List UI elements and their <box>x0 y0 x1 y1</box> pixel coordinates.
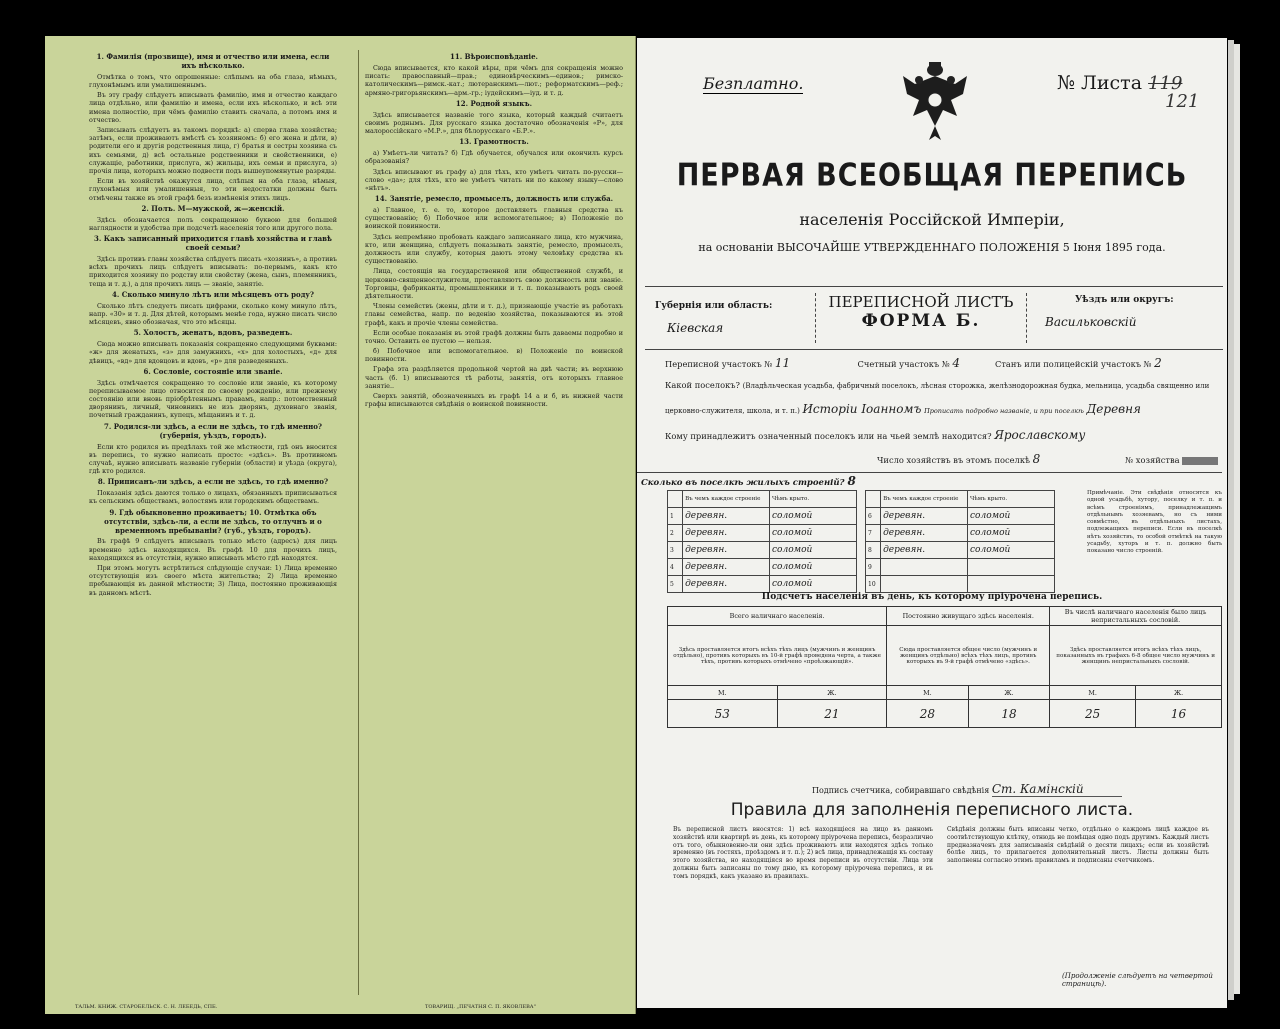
houses-head-roof: Чѣмъ крыто. <box>770 491 857 508</box>
pop-value-perm-zh: 18 <box>968 700 1050 728</box>
house-cell-n: 8 <box>866 542 881 559</box>
instruction-paragraph: Показанія здѣсь даются только о лицахъ, обязанныхъ приписываться къ сельскимъ обществамъ, волостямъ или городскимъ обществамъ. <box>89 489 337 506</box>
house-cell-n: 7 <box>866 525 881 542</box>
house-row <box>866 576 1055 593</box>
sheet-number-value: 121 <box>1165 91 1200 112</box>
house-cell-a: деревян. <box>881 542 968 559</box>
counting-district-label: Счетный участокъ № <box>857 359 950 369</box>
instruction-paragraph: Графа эта раздѣляется продольной чертой на двѣ части; въ верхнюю часть (б. 1) вписываются тѣ работы, занятія, отъ которыхъ главное занятіе.. <box>365 365 623 390</box>
instruction-paragraph: Въ графѣ 9 слѣдуетъ вписывать только мѣсто (адресъ) для лицъ временно здѣсь находящихся. Въ графѣ 10 для прочихъ лицъ, находящихся въ отсутствіи, нужно вписывать мѣсто гдѣ находятся. <box>89 537 337 562</box>
pop-desc-total: Здѣсь проставляется итогъ всѣхъ тѣхъ лицъ (мужчинъ и женщинъ отдѣльно), противъ которыхъ въ 10-й графѣ проведена черта, а также тѣхъ, противъ которыхъ отмѣчено «проѣзжающій». <box>668 626 887 686</box>
section-heading: 9. Гдѣ обыкновенно проживаетъ; 10. Отмѣтка объ отсутствіи, здѣсь-ли, а если не здѣсь, то отлучнъ и о временномъ пребываніи? (губ., уѣздъ, городъ). <box>104 507 322 535</box>
instruction-paragraph: Здѣсь вписывается названіе того языка, который каждый считаетъ своимъ роднымъ. Для русскаго языка достаточно обозначенія «Р», для малороссійскаго «М.Р.», для бѣлорусскаго «Б.Р.». <box>365 110 623 136</box>
house-cell-n: 1 <box>668 508 683 525</box>
rules-title: Правила для заполненія переписного листа. <box>730 800 1134 820</box>
house-cell-b: соломой <box>770 542 857 559</box>
households-value: 8 <box>1032 452 1041 466</box>
house-row <box>668 576 857 593</box>
pop-head-nonresident: Въ числѣ наличнаго населенія было лицъ непристальныхъ сословій. <box>1050 607 1222 626</box>
instruction-paragraph: Здѣсь непремѣнно пробовать каждаго записаннаго лица, кто мужчина, кто, или женщина, слѣдуетъ показывать занятіе, ремесло, промыселъ, должность или службу, которыя даютъ этому человѣку средства къ существованію. <box>365 232 623 266</box>
house-cell-n: 10 <box>866 576 881 593</box>
instruction-paragraph: Здѣсь противъ главы хозяйства слѣдуетъ писать «хозяинъ», а противъ всѣхъ прочихъ лицъ слѣдуетъ вписывать: по-первымъ, какъ кто приходится хозяину по родству или свойству (жена, сынъ, племянникъ, теща и т. д.), а для прочихъ лицъ — званіе, занятіе. <box>89 254 337 288</box>
province-value: Кіевская <box>667 321 724 335</box>
instruction-paragraph: Лица, состоящія на государственной или общественной службѣ, и церковно-священнослужители, проставляютъ свою должность или званіе. Торговцы, фабриканты, промышленники и т. п. показываютъ родъ своей дѣятельности. <box>365 267 623 300</box>
pop-m-2: М. <box>887 686 969 700</box>
pop-head-permanent: Постоянно живущаго здѣсь населенія. <box>887 607 1050 626</box>
houses-note: Примѣчаніе. Эти свѣдѣнія относятся къ одной усадьбѣ, хутору, поселку и т. п. и всѣмъ строеніямъ, принадлежащимъ отдѣльнымъ хозяевамъ, но съ ними совмѣстно, въ отдѣльныхъ листахъ, подлежащихъ переписи. Если въ поселкѣ нѣтъ хозяйствъ, то особой отмѣткѣ на такую усадьбу, хуторъ и т. п. должно быть показано число строеній. <box>1087 490 1222 555</box>
house-cell-b: соломой <box>770 559 857 576</box>
census-district-label: Переписной участокъ № <box>665 359 773 369</box>
pop-value-perm-m: 28 <box>887 700 969 728</box>
police-district-value: 2 <box>1154 356 1162 370</box>
pop-value-total-m: 53 <box>668 700 778 728</box>
pop-value-nonres-m: 25 <box>1050 700 1136 728</box>
house-cell-a: деревян. <box>683 508 770 525</box>
houses-section-rule <box>637 472 1222 473</box>
sheet-title: ПЕРЕПИСНОЙ ЛИСТЪ <box>828 293 1014 311</box>
house-row <box>866 525 1055 542</box>
form-header-row <box>645 286 1223 350</box>
section-heading: 6. Сословіе, состояніе или званіе. <box>143 366 283 376</box>
house-row <box>866 542 1055 559</box>
pop-value-total-zh: 21 <box>777 700 887 728</box>
settlement-value: Исторіи Іоанномъ <box>802 402 922 416</box>
sheet-title-box <box>815 293 1027 343</box>
section-heading: 4. Сколько минуло лѣтъ или мѣсяцевъ отъ роду? <box>112 289 314 299</box>
houses-head-no <box>866 491 881 508</box>
house-cell-b <box>968 559 1055 576</box>
enumerator-signature-label: Подпись счетчика, собиравшаго свѣдѣнія <box>812 786 990 795</box>
district-value: Васильковскій <box>1045 315 1137 329</box>
census-district-value: 11 <box>774 356 791 370</box>
houses-label <box>641 474 856 488</box>
house-cell-b: соломой <box>968 542 1055 559</box>
houses-table-right <box>865 490 1055 593</box>
instruction-paragraph: а) Главное, т. е. то, которое доставляетъ главныя средства къ существованію; б) Побочное или вспомогательное; в) Положеніе по воинской повинности. <box>365 206 623 231</box>
pop-zh-3: Ж. <box>1136 686 1222 700</box>
house-row <box>668 559 857 576</box>
instruction-paragraph: Сюда вписывается, кто какой вѣры, при чёмъ для сокращенія можно писать: православный—прав.; единовѣрческимъ—единов.; римско-католическимъ—римск.-кат.; лютеранскимъ—лют.; реформатскимъ—реф.; армяно-григорьянскимъ—арм.-гр.; іудейскимъ—іуд. и т. д. <box>365 63 623 97</box>
police-district-label: Станъ или полицейскій участокъ № <box>994 359 1152 369</box>
houses-label-text: Сколько въ поселкѣ жилыхъ строеній? <box>641 478 845 488</box>
houses-head-no <box>668 491 683 508</box>
instruction-paragraph: Если кто родился въ предѣлахъ той же мѣстности, гдѣ онъ вносится въ перепись, то нужно написать просто: «здѣсь». Въ противномъ случаѣ, нужно вписывать названіе губерніи (области) и уѣзда (округа), гдѣ кто родился. <box>89 442 337 476</box>
instruction-paragraph: Въ эту графу слѣдуетъ вписывать фамилію, имя и отчество каждаго лица отдѣльно, или фамилію и имена, если ихъ нѣсколько, и всѣ эти имена полностію, при чёмъ фамилію ставить сначала, а потомъ имя и отчество. <box>89 91 337 124</box>
house-cell-a: деревян. <box>683 525 770 542</box>
census-district-line <box>665 356 1162 370</box>
continuation-note: (Продолженіе слѣдуетъ на четвертой страницѣ). <box>1062 972 1213 988</box>
house-row <box>668 542 857 559</box>
house-cell-a: деревян. <box>881 525 968 542</box>
house-cell-n: 3 <box>668 542 683 559</box>
redaction-bar <box>1182 457 1218 465</box>
instruction-paragraph: Здѣсь обозначается полъ сокращенною буквою для большей наглядности и удобства при подсчетѣ населенія того или другого пола. <box>89 215 337 232</box>
instructions-column-2 <box>365 50 623 990</box>
instruction-paragraph: Сверхъ занятій, обозначенныхъ въ графѣ 14 а и б, въ нижней части графы вписываются свѣдѣнія о воинской повинности. <box>365 392 623 409</box>
house-cell-a <box>881 559 968 576</box>
section-heading: 8. Приписанъ-ли здѣсь, а если не здѣсь, то гдѣ именно? <box>97 477 329 487</box>
house-cell-b <box>968 576 1055 593</box>
house-cell-b: соломой <box>968 525 1055 542</box>
house-cell-n: 2 <box>668 525 683 542</box>
province-label: Губернія или область: <box>655 301 773 311</box>
settlement-label: Какой поселокъ? <box>665 380 740 390</box>
population-count-title: Подсчетъ населенія въ день, къ которому пріурочена перепись. <box>761 592 1103 602</box>
section-heading: 11. Вѣроисповѣданіе. <box>450 52 538 61</box>
pop-value-nonres-zh: 16 <box>1136 700 1222 728</box>
houses-head-roof: Чѣмъ крыто. <box>968 491 1055 508</box>
house-cell-a: деревян. <box>881 508 968 525</box>
settlement-hint: (Владѣльческая усадьба, фабричный поселокъ, лѣсная сторожка, желѣзнодорожная будка, мельница, усадьба священно или <box>742 382 1210 390</box>
instruction-paragraph: Если въ хозяйствѣ окажутся лица, слѣпыя на оба глаза, нѣмыя, глухонѣмыя или умалишенныя, то эти недостатки должны быть отмѣчены также въ этой графѣ безъ измѣненія этихъ лицъ. <box>89 177 337 202</box>
instruction-paragraph: Здѣсь отмѣчается сокращенно то сословіе или званіе, къ которому переписываемое лицо относится по своему рожденію, или прежнему состоянію или вновь пріобрѣтеннымъ правамъ, напр.: потомственный дворянинъ, личный, чиновникъ не изъ дворянъ, духовнаго званія, почетный гражданинъ, купецъ, мѣщанинъ и т. д. <box>89 378 337 420</box>
instruction-paragraph: Записывать слѣдуетъ въ такомъ порядкѣ: а) сперва глава хозяйства; затѣмъ, если проживаютъ вмѣстѣ съ хозяиномъ: б) его жена и дѣти, в) родители его и другія родственныя лица, г) братья и сестры хозяина съ ихъ семьями, д) всѣ остальные родственники и свойственники, е) служащіе, работники, прислуга, ж) жильцы, ихъ семьи и прислуга, з) прочія лица, которыхъ можно подвести подъ вышеупомянутые разряды. <box>89 126 337 175</box>
form-title: ФОРМА Б. <box>861 311 981 331</box>
instruction-paragraph: Сюда можно вписывать показанія сокращенно следующими буквами: «ж» для женатыхъ, «з» для замужнихъ, «х» для холостыхъ, «д» для дѣвицъ, «вд» для вдовцовъ и вдовъ, «р» для разведенныхъ. <box>89 340 337 365</box>
house-row <box>668 525 857 542</box>
houses-head-material: Въ чемъ каждое строеніе <box>683 491 770 508</box>
instruction-paragraph: а) Умѣетъ-ли читать? б) Гдѣ обучается, обучался или окончилъ курсъ образованія? <box>365 149 623 166</box>
pop-m-1: М. <box>668 686 778 700</box>
rules-column-left: Въ переписной листъ вносятся: 1) всѣ находящіеся на лицо въ данномъ хозяйствѣ или квартирѣ въ день, къ которому пріурочена перепись, безразлично отъ того, обыкновенно-ли они здѣсь проживаютъ или находятся здѣсь только временно (въ гостяхъ, проѣздомъ и т. п.); 2) всѣ лица, принадлежащія къ составу этого хозяйства, но находящіяся во время переписи въ отсутствіи. Лица эти должны быть записаны по тому дню, къ которому пріурочена перепись, и въ томъ порядкѣ, какъ указано въ правилахъ. <box>673 826 933 880</box>
house-cell-a <box>881 576 968 593</box>
column-divider <box>358 50 359 995</box>
right-page-edge-2 <box>1234 44 1240 994</box>
counting-district-value: 4 <box>952 356 960 370</box>
house-row <box>866 559 1055 576</box>
enumerator-signature: Ст. Камінскій <box>992 782 1122 797</box>
instruction-paragraph: Члены семействъ (жены, дѣти и т. д.), признающіе участіе въ работахъ главы семейства, напр. по веденію хозяйства, показываются въ этой графѣ, какъ и прочіе члены семейства. <box>365 302 623 327</box>
double-headed-eagle-icon <box>899 60 971 142</box>
pop-zh-2: Ж. <box>968 686 1050 700</box>
census-subtitle: населенія Россійской Имперіи, <box>799 210 1065 229</box>
section-heading: 14. Занятіе, ремесло, промыселъ, должность или служба. <box>374 194 614 204</box>
households-line <box>877 452 1218 466</box>
owner-value: Ярославскому <box>994 428 1086 442</box>
houses-head-material: Въ чемъ каждое строеніе <box>881 491 968 508</box>
owner-label: Кому принадлежитъ означенный поселокъ или на чьей землѣ находится? <box>665 431 992 441</box>
households-label: Число хозяйствъ въ этомъ поселкѣ <box>877 455 1031 465</box>
census-title: ПЕРВАЯ ВСЕОБЩАЯ ПЕРЕПИСЬ <box>676 157 1188 194</box>
house-cell-b: соломой <box>770 508 857 525</box>
pop-m-3: М. <box>1050 686 1136 700</box>
instruction-paragraph: Здѣсь вписывают въ графу а) для тѣхъ, кто умѣетъ читать по-русски—слово «да»; для тѣхъ, кто не умѣетъ читать ни по какому языку—слово «нѣтъ». <box>365 167 623 192</box>
free-label: Безплатно. <box>703 74 804 93</box>
pop-desc-nonresident: Здѣсь проставляется итогъ всѣхъ тѣхъ лицъ, показанныхъ въ графахъ 6-8 общее число мужчинъ и женщинъ непристальныхъ сословій. <box>1050 626 1222 686</box>
house-cell-b: соломой <box>770 576 857 593</box>
instruction-paragraph: Сколько лѣтъ следуетъ писать цифрами, сколько кому минуло лѣтъ, напр. «30» и т. д. Для дѣтей, которымъ менѣе года, нужно писать число мѣсяцевъ, явно обозначая, что это мѣсяцы. <box>89 301 337 327</box>
instruction-paragraph: б) Побочное или вспомогательное. в) Положеніе по воинской повинности. <box>365 347 623 364</box>
instruction-paragraph: Отмѣтка о томъ, что опрошенные: слѣпымъ на оба глаза, нѣмыхъ, глухонѣмымъ или умалишеннымъ. <box>89 72 337 90</box>
pop-zh-1: Ж. <box>777 686 887 700</box>
section-heading: 1. Фамилія (прозвище), имя и отчество или имена, если ихъ нѣсколько. <box>96 52 330 70</box>
printer-imprint-right: ТОВАРИЩ. „ПЕЧАТНЯ С. П. ЯКОВЛЕВА" <box>425 1004 536 1010</box>
instruction-paragraph: Если особые показанія въ этой графѣ должны быть даваемы подробно и точно. Оставить ее пустою — нельзя. <box>365 328 623 345</box>
instructions-column-1 <box>89 50 337 990</box>
house-row <box>668 508 857 525</box>
house-cell-a: деревян. <box>683 559 770 576</box>
settlement-hint-2: церковно-служителя, школа, и т. п.) <box>665 407 800 415</box>
section-heading: 2. Полъ. М—мужской, ж—женскій. <box>141 203 285 213</box>
section-heading: 3. Какъ записанный приходится главѣ хозяйства и главѣ своей семьи? <box>94 234 332 252</box>
house-cell-b: соломой <box>770 525 857 542</box>
sheet-number-label: № Листа <box>1057 72 1143 94</box>
houses-table-left <box>667 490 857 593</box>
instruction-paragraph: При этомъ могутъ встрѣтиться слѣдующіе случаи: 1) Лица временно отсутствующія изъ своего мѣста жительства; 2) Лица временно пребывающія въ данной мѣстности; 3) Лица, постоянно проживающія въ данномъ мѣстѣ. <box>89 564 337 597</box>
sheet-number <box>1057 72 1200 116</box>
sheet-number-struck: 119 <box>1148 73 1183 94</box>
houses-value: 8 <box>847 474 856 488</box>
house-cell-a: деревян. <box>683 542 770 559</box>
settlement-line <box>665 380 1209 390</box>
printer-imprint-left: ТАЛЬМ. КНИЖ. СТАРОБЕЛЬСК. С. Н. ЛЕБЕДЬ, СПБ. <box>75 1004 218 1010</box>
rules-column-right: Свѣдѣнія должны быть вписаны четко, отдѣльно о каждомъ лицѣ каждое въ соотвѣтствующую клѣтку, отнюдь не помѣщая одно подъ другимъ. Каждый листъ предназначенъ для записыванія свѣдѣній о десяти лицахъ; если въ хозяйствѣ болѣе лицъ, то прилагается дополнительный листъ. Листы должны быть заполнены согласно этимъ правиламъ и подписаны счетчикомъ. <box>947 826 1209 865</box>
house-cell-n: 4 <box>668 559 683 576</box>
section-heading: 5. Холостъ, женатъ, вдовъ, разведенъ. <box>133 328 293 338</box>
section-heading: 13. Грамотность. <box>459 137 529 147</box>
section-heading: 12. Родной языкъ. <box>455 98 533 108</box>
settlement-hint-3: Прописать подробно названіе, и при поселкѣ <box>924 407 1084 415</box>
district-label: Уѣздъ или округъ: <box>1075 295 1174 305</box>
house-cell-a: деревян. <box>683 576 770 593</box>
right-page <box>637 38 1227 1008</box>
pop-desc-permanent: Сюда проставляется общее число (мужчинъ и женщинъ отдѣльно) всѣхъ тѣхъ лицъ, противъ которыхъ въ 9-й графѣ отмѣчено «здѣсь». <box>887 626 1050 686</box>
household-no-label: № хозяйства <box>1125 455 1180 465</box>
settlement-line-2 <box>665 402 1141 416</box>
section-heading: 7. Родился-ли здѣсь, а если не здѣсь, то гдѣ именно? (губернія, уѣздъ, городъ). <box>103 421 323 440</box>
house-cell-b: соломой <box>968 508 1055 525</box>
house-cell-n: 6 <box>866 508 881 525</box>
left-page <box>45 36 636 1014</box>
legal-basis: на основаніи ВЫСОЧАЙШЕ УТВЕРЖДЕННАГО ПОЛОЖЕНІЯ 5 Іюня 1895 года. <box>698 241 1166 254</box>
owner-line <box>665 428 1085 442</box>
settlement-type-value: Деревня <box>1086 402 1142 416</box>
house-cell-n: 9 <box>866 559 881 576</box>
pop-head-total: Всего наличнаго населенія. <box>668 607 887 626</box>
population-table <box>667 606 1222 728</box>
enumerator-signature-line <box>812 782 1122 797</box>
house-cell-n: 5 <box>668 576 683 593</box>
house-row <box>866 508 1055 525</box>
